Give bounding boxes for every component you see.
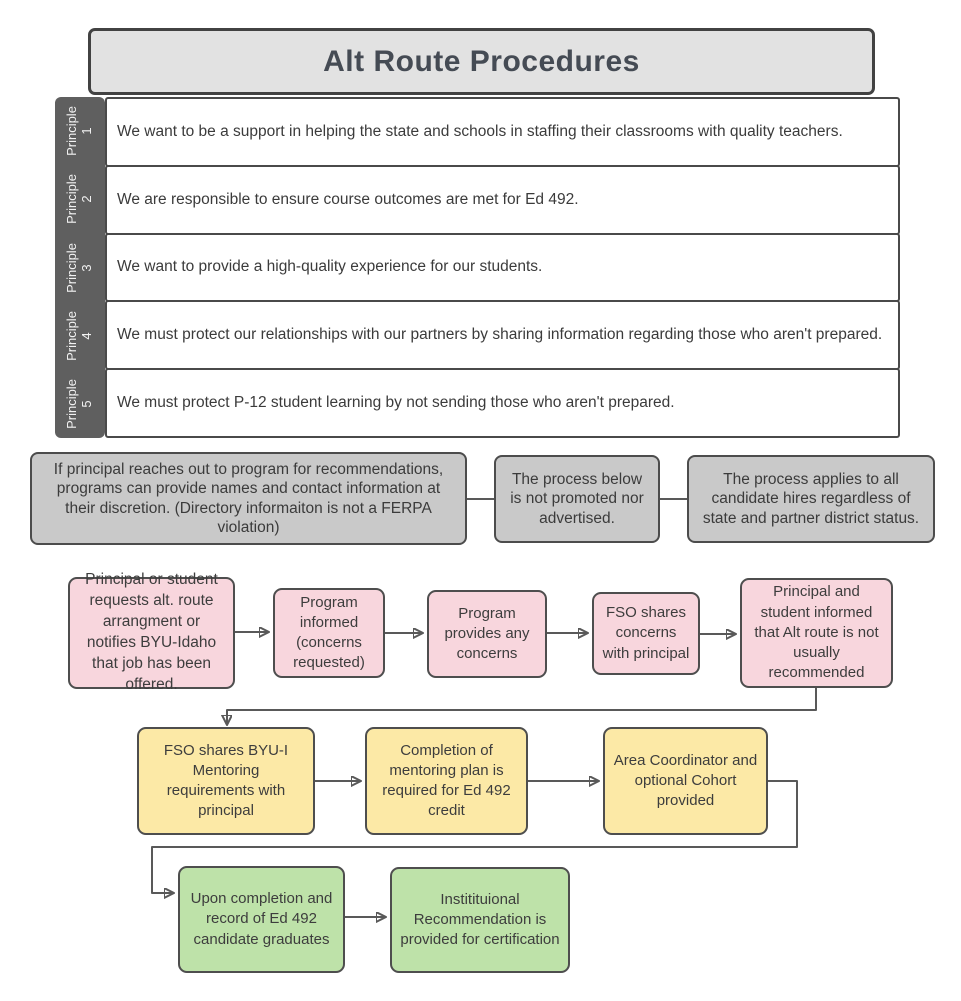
principle-row-5 [105, 368, 900, 438]
principle-number: 3 [79, 263, 94, 272]
arrow-pink5-yellow1 [227, 688, 816, 724]
flow-step-graduates [178, 866, 345, 973]
principle-1-text: We want to be a support in helping the state and schools in staffing their classrooms with quality teachers. [117, 122, 843, 140]
principle-word: Principle [64, 310, 80, 361]
flow-step-mentoring-requirements-text: FSO shares BYU-I Mentoring requirements with principal [163, 741, 289, 820]
principle-number: 1 [79, 127, 94, 135]
note-ferpa-text: If principal reaches out to program for recommendations, programs can provide names and contact information at their discretion. (Directory informaiton is not a FERPA violation) [53, 460, 444, 536]
flow-step-institutional-recommendation-text: Institituional Recommendation is provided for certification [400, 890, 560, 949]
flow-step-mentoring-requirements [137, 727, 315, 835]
principle-tab-4 [55, 302, 105, 370]
principles-list [105, 97, 900, 438]
principle-word: Principle [64, 106, 80, 157]
flow-step-area-coordinator-text: Area Coordinator and optional Cohort provided [613, 751, 758, 810]
principle-number: 2 [79, 195, 94, 203]
principle-row-1 [105, 97, 900, 167]
principle-tab-2 [55, 165, 105, 233]
principle-word: Principle [64, 242, 80, 293]
flow-step-area-coordinator [603, 727, 768, 835]
note-not-promoted [494, 455, 660, 543]
principle-4-text: We must protect our relationships with our partners by sharing information regarding those who aren't prepared. [117, 326, 883, 344]
principle-5-text: We must protect P-12 student learning by not sending those who aren't prepared. [117, 394, 675, 412]
principle-3-text: We want to provide a high-quality experience for our students. [117, 258, 543, 276]
flow-step-fso-shares-text: FSO shares concerns with principal [602, 604, 690, 662]
note-not-promoted-text: The process below is not promoted nor advertised. [510, 470, 644, 527]
principle-row-2 [105, 165, 900, 235]
flow-step-request [68, 571, 235, 693]
flow-step-program-informed [273, 588, 385, 678]
principle-tab-5 [55, 370, 105, 438]
flow-step-mentoring-plan-text: Completion of mentoring plan is required for Ed 492 credit [382, 741, 511, 820]
note-applies-all-text: The process applies to all candidate hires regardless of state and partner district status. [702, 470, 920, 527]
principles-sidebar [55, 97, 105, 438]
principle-word: Principle [64, 174, 80, 225]
flow-step-not-recommended [740, 578, 893, 688]
principle-row-4 [105, 300, 900, 370]
note-applies-all [687, 455, 935, 543]
principle-row-3 [105, 233, 900, 303]
flow-step-program-informed-text: Program informed (concerns requested) [293, 593, 365, 672]
principle-word: Principle [64, 378, 80, 429]
flow-step-request-text: Principal or student requests alt. route arrangment or notifies BYU-Idaho that job has been offered. [85, 571, 218, 693]
flow-step-program-concerns [427, 590, 547, 678]
flow-step-graduates-text: Upon completion and record of Ed 492 candidate graduates [190, 890, 333, 948]
flow-step-not-recommended-text: Principal and student informed that Alt route is not usually recommended [754, 583, 879, 682]
flow-step-institutional-recommendation [390, 867, 570, 973]
principle-number: 4 [79, 332, 94, 340]
note-ferpa [30, 452, 467, 545]
principle-number: 5 [79, 400, 94, 408]
flow-step-mentoring-plan [365, 727, 528, 835]
principle-2-text: We are responsible to ensure course outcomes are met for Ed 492. [117, 190, 579, 208]
flow-step-fso-shares [592, 592, 700, 675]
principle-tab-1 [55, 97, 105, 165]
flow-step-program-concerns-text: Program provides any concerns [444, 604, 530, 663]
page-title: Alt Route Procedures [88, 28, 875, 95]
principle-tab-3 [55, 233, 105, 301]
